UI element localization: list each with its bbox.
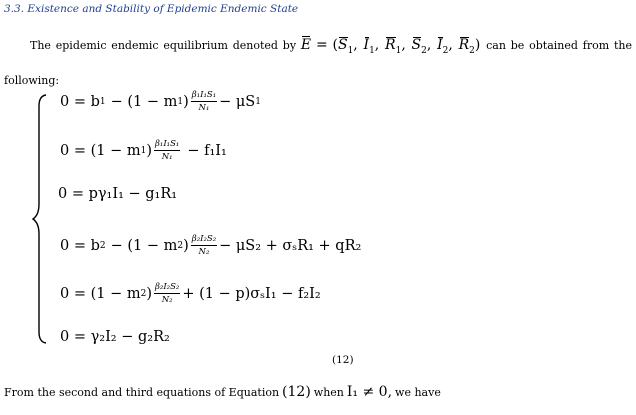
equation-5: 0 = (1 − m 2 ) $\frac{\text{β₂I₂S₂}}{\text{N₂}}$ + (1 − p)σₛI₁ − f₂I₂: [60, 282, 321, 305]
fraction: $\frac{\text{β₂I₂S₂}}{\text{N₂}}$: [155, 282, 180, 305]
followup-text: From the second and third equations of Equation (12) when I₁ ≠ 0, we have: [4, 384, 441, 400]
equation-number: (12): [332, 354, 354, 366]
intro-paragraph: [4, 30, 632, 96]
intro-lead: The epidemic endemic equilibrium denoted by: [30, 39, 297, 52]
equilibrium-symbol: E: [300, 37, 312, 53]
fraction: $\frac{\text{β₁I₁S₁}}{\text{N₁}}$: [191, 90, 217, 113]
equilibrium-equals: =: [315, 37, 328, 53]
equation-3: 0 = pγ₁I₁ − g₁R₁: [58, 186, 178, 202]
left-brace: [32, 94, 48, 344]
equation-2: 0 = (1 − m 1 ) $\frac{\text{β₁I₁S₁}}{\text{N₁}}$ − f₁I₁: [60, 139, 227, 162]
fraction: $\frac{\text{β₁I₁S₁}}{\text{N₁}}$: [155, 139, 180, 162]
equation-1: 0 = b 1 − (1 − m 1 ) $\frac{\text{β₁I₁S₁}}{\text{N₁}}$ − μS 1: [60, 90, 261, 113]
fraction: $\frac{\text{β₂I₂S₂}}{\text{N₂}}$: [191, 234, 217, 257]
equation-6: 0 = γ₂I₂ − g₂R₂: [60, 329, 170, 345]
equilibrium-tuple: ($S_1$, $I_1$, $R_1$, $S_2$, $I_2$, $R_2$): [332, 37, 481, 56]
equation-4: 0 = b 2 − (1 − m 2 ) $\frac{\text{β₂I₂S₂}}{\text{N₂}}$ − μS₂ + σₛR₁ + qR₂: [60, 234, 362, 257]
intro-tail: can be obtained from the following:: [4, 39, 632, 87]
section-heading: 3.3. Existence and Stability of Epidemic Endemic State: [4, 3, 299, 15]
